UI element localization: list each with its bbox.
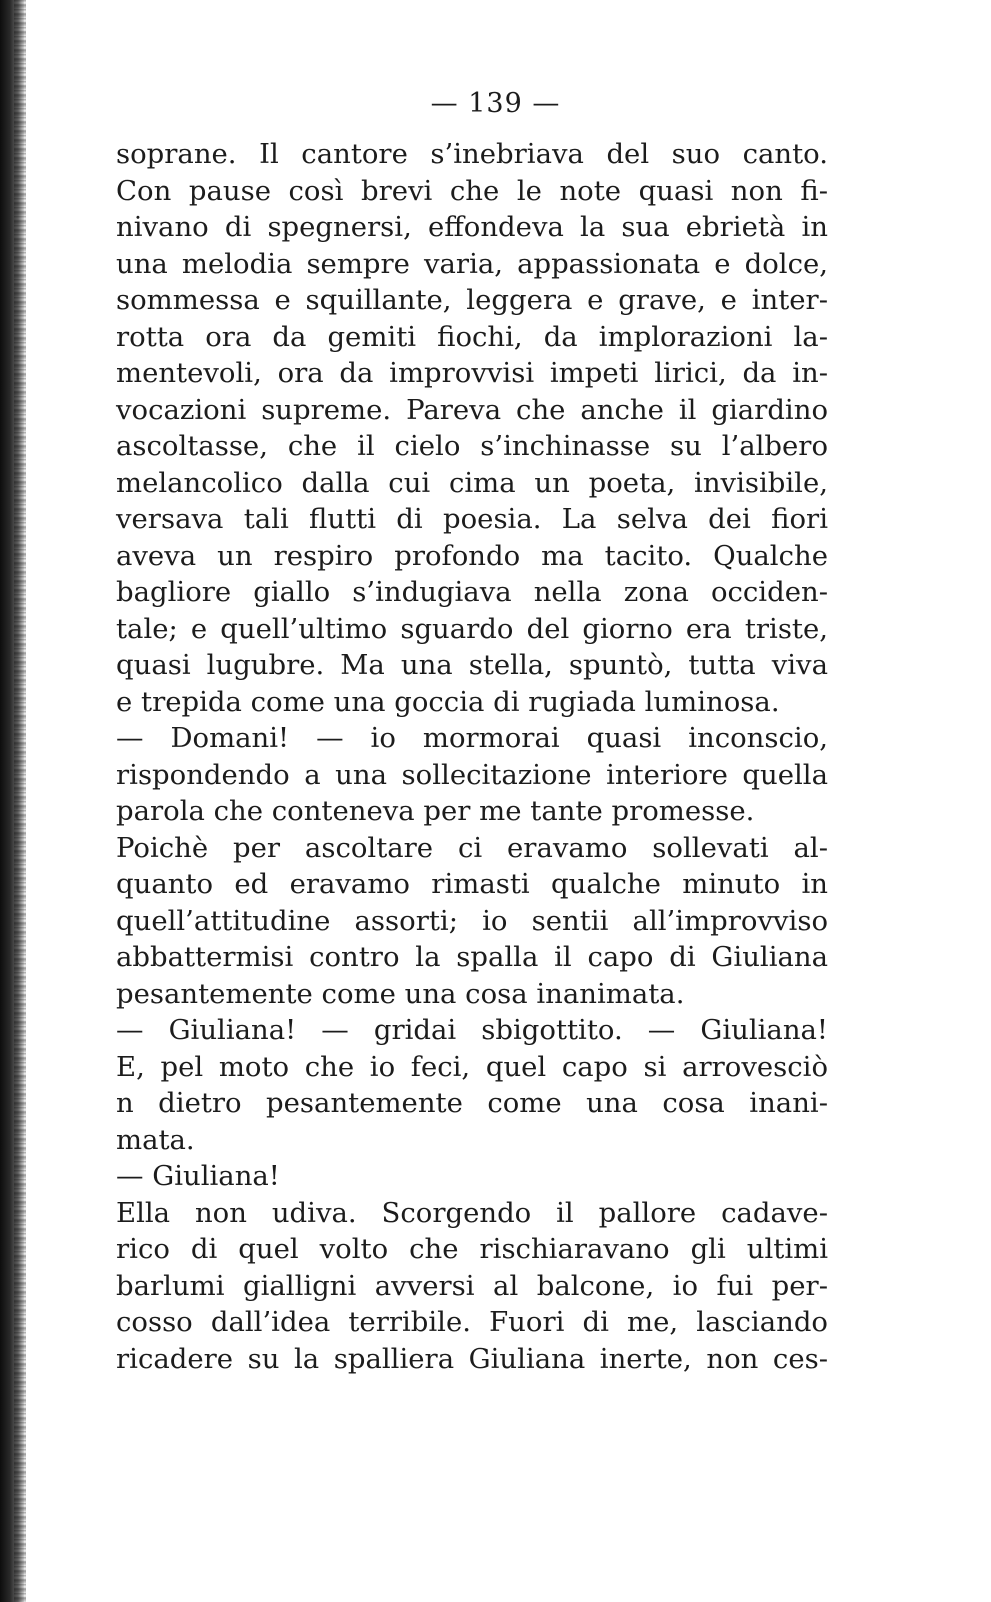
body-text bbox=[116, 136, 828, 1377]
text-line: abbattermisi contro la spalla il capo di Giuliana bbox=[116, 941, 828, 973]
text-line: mata. bbox=[116, 1123, 195, 1156]
text-line: — Domani! — io mormorai quasi inconscio, bbox=[116, 722, 828, 754]
text-line: cosso dall’idea terribile. Fuori di me, lasciando bbox=[116, 1306, 828, 1338]
text-line: rotta ora da gemiti fiochi, da implorazioni la- bbox=[116, 320, 828, 353]
text-line: sommessa e squillante, leggera e grave, e inter- bbox=[116, 284, 828, 316]
text-line: E, pel moto che io feci, quel capo si arrovesciò bbox=[116, 1050, 828, 1083]
text-line: melancolico dalla cui cima un poeta, invisibile, bbox=[116, 466, 828, 499]
text-line: pesantemente come una cosa inanimata. bbox=[116, 977, 685, 1010]
text-line: mentevoli, ora da improvvisi impeti lirici, da in- bbox=[116, 357, 828, 389]
text-line: barlumi gialligni avversi al balcone, io fui per- bbox=[116, 1269, 828, 1302]
binding-shadow bbox=[14, 0, 26, 1602]
text-line: quell’attitudine assorti; io sentii all’improvviso bbox=[116, 904, 828, 937]
text-line: quasi lugubre. Ma una stella, spuntò, tutta viva bbox=[116, 649, 828, 681]
text-line: ascoltasse, che il cielo s’inchinasse su l’albero bbox=[116, 430, 828, 462]
text-line: Ella non udiva. Scorgendo il pallore cadave- bbox=[116, 1196, 828, 1229]
text-line: soprane. Il cantore s’inebriava del suo canto. bbox=[116, 138, 828, 170]
text-line: n dietro pesantemente come una cosa inani- bbox=[116, 1087, 828, 1119]
text-line: Con pause così brevi che le note quasi non fi- bbox=[116, 174, 828, 207]
text-line: — Giuliana! bbox=[116, 1160, 280, 1192]
text-line: ricadere su la spalliera Giuliana inerte, non ces- bbox=[116, 1342, 828, 1375]
text-line: una melodia sempre varia, appassionata e dolce, bbox=[116, 247, 828, 280]
text-line: — Giuliana! — gridai sbigottito. — Giuliana! bbox=[116, 1014, 828, 1046]
text-line: bagliore giallo s’indugiava nella zona occiden- bbox=[116, 576, 828, 608]
text-line: rico di quel volto che rischiaravano gli ultimi bbox=[116, 1233, 828, 1265]
text-line: parola che conteneva per me tante promesse. bbox=[116, 795, 755, 827]
page-number-header: — 139 — bbox=[430, 88, 561, 119]
text-line: quanto ed eravamo rimasti qualche minuto in bbox=[116, 868, 828, 900]
text-line: tale; e quell’ultimo sguardo del giorno era triste, bbox=[116, 612, 828, 645]
text-line: Poichè per ascoltare ci eravamo sollevati al- bbox=[116, 831, 828, 864]
text-line: vocazioni supreme. Pareva che anche il giardino bbox=[116, 393, 828, 426]
text-line: e trepida come una goccia di rugiada luminosa. bbox=[116, 685, 780, 718]
text-line: nivano di spegnersi, effondeva la sua ebrietà in bbox=[116, 211, 828, 243]
text-line: versava tali flutti di poesia. La selva dei fiori bbox=[116, 503, 828, 535]
text-line: aveva un respiro profondo ma tacito. Qualche bbox=[116, 539, 828, 572]
text-line: rispondendo a una sollecitazione interiore quella bbox=[116, 758, 828, 791]
